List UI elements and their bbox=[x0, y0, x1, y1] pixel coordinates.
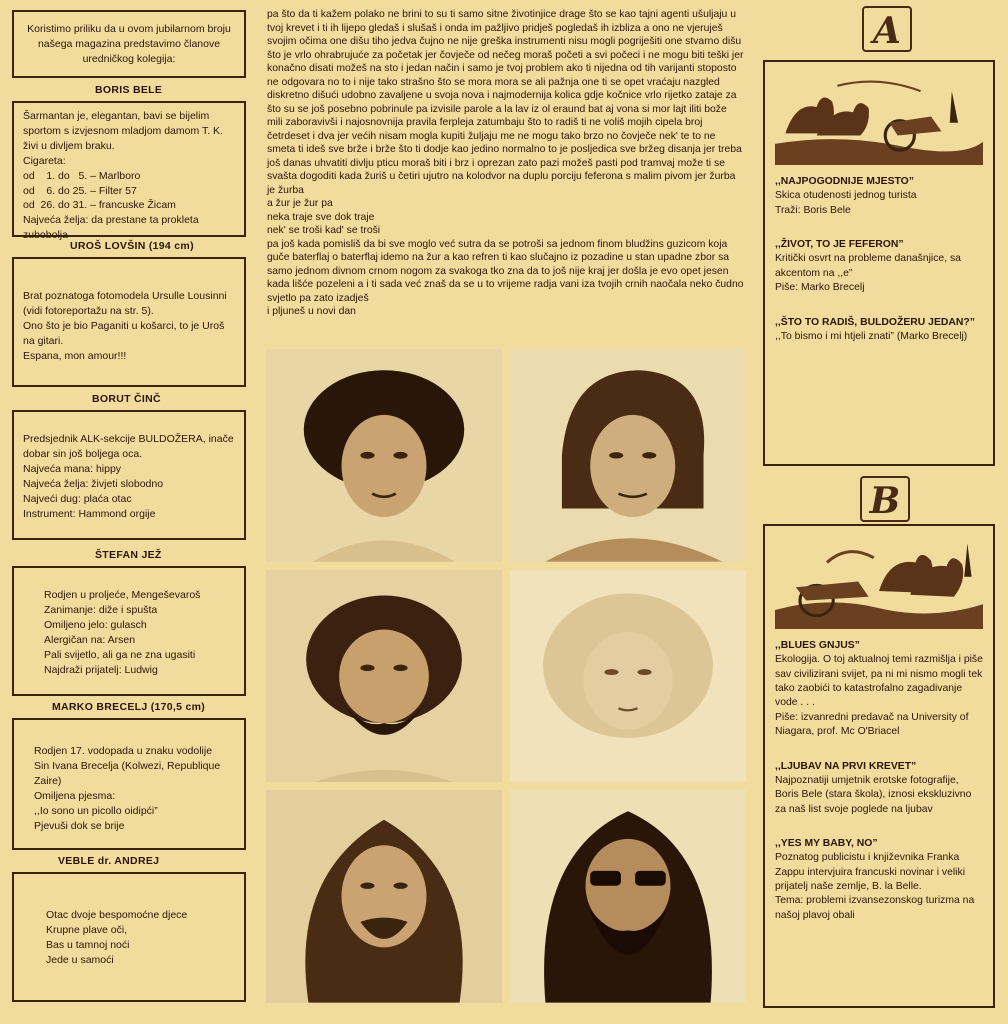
member-photo bbox=[510, 570, 746, 783]
member-line: Omiljena pjesma: bbox=[34, 789, 116, 802]
side-b-song bbox=[775, 837, 983, 923]
member-photo bbox=[266, 570, 502, 783]
member-line: Zanimanje: diže i spušta bbox=[44, 603, 158, 616]
member-line: Jede u samoći bbox=[46, 953, 114, 966]
member-name-marko-brecelj: MARKO BRECELJ (170,5 cm) bbox=[52, 701, 206, 713]
member-line: Alergičan na: Arsen bbox=[44, 633, 136, 646]
member-line: Najveća želja: da prestane ta prokleta zubobolja bbox=[23, 214, 199, 242]
member-name-stefan-jez: ŠTEFAN JEŽ bbox=[95, 549, 162, 561]
intro-box bbox=[12, 10, 246, 78]
member-line: Omiljeno jelo: gulasch bbox=[44, 618, 147, 631]
song-description: Najpoznatiji umjetnik erotske fotografije, Boris Bele (stara škola), iznosi ekskluzivno za naš list svoje poglede na ljubav bbox=[775, 774, 972, 815]
member-name-uros-lovsin: UROŠ LOVŠIN (194 cm) bbox=[70, 240, 194, 252]
member-name-borut-cinc: BORUT ČINČ bbox=[92, 393, 161, 405]
song-description: ,,To bismo i mi htjeli znati” (Marko Brecelj) bbox=[775, 330, 968, 342]
song-description: Ekologija. O toj aktualnoj temi razmišlja i piše sav civilizirani svijet, pa ni mi nismo mogli tek tako zaobići to katastrofalno zagadivanje vode . . . Piše: izvanredni predavač na University of Niagara, prof. Mc O'Briacel bbox=[775, 654, 983, 738]
song-title: ,,NAJPOGODNIJE MJESTO” bbox=[775, 176, 914, 187]
member-line: Espana, mon amour!!! bbox=[23, 349, 127, 362]
member-photo bbox=[510, 349, 746, 562]
member-photo bbox=[510, 790, 746, 1003]
member-line: Pali svijetlo, ali ga ne zna ugasiti bbox=[44, 648, 196, 661]
side-b-box bbox=[763, 524, 995, 1008]
member-box-uros-lovsin bbox=[12, 257, 246, 387]
member-box-boris-bele bbox=[12, 101, 246, 242]
song-title: ,,BLUES GNJUS” bbox=[775, 640, 860, 651]
member-line: Cigareta: bbox=[23, 154, 66, 167]
member-box-veble-andrej bbox=[12, 872, 246, 1002]
member-line: od 6. do 25. – Filter 57 bbox=[23, 184, 137, 197]
member-line: Otac dvoje bespomoćne djece bbox=[46, 909, 188, 921]
band-photo-grid bbox=[266, 349, 746, 1003]
lyrics-text: pa što da ti kažem polako ne brini to su ti samo sitne životinjice drage što se kao tajni agenti ušuljaju u tvoj krevet i ti ih lijepo gledaš i slušaš i onda im pažljivo pridješ pogledaš ih izbliza a ono ne vjeruješ svojim očima one dišu tiho jedva čujno ne nije greška instrumenti nisu mogli pogriješiti one stvarno dišu što je vrlo ohrabrujuće za početak jer čovječe od nečeg moraš početi a svi počeci i ne mogu biti teški jer konačno disati možeš na sto i jedan način i samo je tvoj problem ako ti nijedna od tih varijanti stoposto ne odgovara no to i nije tako strašno što se mora mora se ali pažnja one ti se opet vraćaju nazgled diskretno dišući udobno zavaljene u svoja nova i najmodernija kolica gdje kočnice vrlo rijetko zataje za što su se još posebno pobrinule pa izvisile parole a la lav iz ol eraund bat aj vona si mor lajt iliti bože mili zaboravivši i najosnovnija pravila ferpleja zatumbaju što to radiš ti ne voliš mojih cipela broj četrdeset i dva jer većih nisam mogla kupiti žuljaju me ne mogu tako brzo no čovječe nek' te to ne smeta ti ideš sve brže i brže što ti dodje kao jedino normalno to je posljedica sve bržeg disanja jer treba još danas uhvatiti divlju pticu moraš biti i brz i oprezan zato pazi možeš pasti pod tramvaj može ti se svašta dogoditi kada žuriš u četiri ujutro na kolodvor na duplu porciju feferona s malim pivom jer žurba je žurba a žur je žur pa neka traje sve dok traje nek' se troši kad' se troši pa još kada pomisliš da bi sve moglo već sutra da se potroši sa jednom finom bludžins guzicom koja guče baterflaj o baterflaj idemo na žur a kao refren ti kao slučajno iz pozadine u stan upadne zbor sa samo jednom divnom crnom nogom za svakoga tko zna da to još nije kraj jer došla je evo opet jesen kada lišće pozeleni a i ti sada već znaš da se u to vrijeme radja vani iza tvojih crnih naočala neko čudno svjetlo pa zato izadješ i pljuneš u novi dan bbox=[267, 9, 744, 318]
song-title: ,,LJUBAV NA PRVI KREVET” bbox=[775, 760, 917, 772]
member-line: Najveća želja: živjeti slobodno bbox=[23, 477, 164, 490]
side-a-song bbox=[775, 175, 983, 218]
member-box-marko-brecelj bbox=[12, 718, 246, 850]
intro-text: Koristimo priliku da u ovom jubilarnom broju našega magazina predstavimo članove uredničkog kolegija: bbox=[27, 23, 231, 66]
side-b-song bbox=[775, 639, 983, 740]
member-photo bbox=[266, 349, 502, 562]
song-description: Poznatog publicistu i književnika Franka Zappu intervjuira francuski novinar i veliki prijatelj naše zemlje, B. la Belle. Tema: problemi izvansezonskog turizma na našoj plavoj obali bbox=[775, 852, 975, 921]
song-description: Skica otudenosti jednog turista Traži: Boris Bele bbox=[775, 190, 917, 216]
member-line: Brat poznatoga fotomodela Ursulle Lousinni (vidi fotoreportažu na str. 5). bbox=[23, 290, 227, 317]
member-line: Šarmantan je, elegantan, bavi se bijelim sportom s izvjesnom mladjom damom T. K. živi u divljem braku. bbox=[23, 110, 223, 152]
member-line: od 26. do 31. – francuske Žicam bbox=[23, 199, 176, 212]
member-line: od 1. do 5. – Marlboro bbox=[23, 169, 141, 182]
member-line: Predsjednik ALK-sekcije BULDOŽERA, inače dobar sin još boljega oca. bbox=[23, 433, 234, 460]
member-line: Krupne plave oči, bbox=[46, 923, 128, 936]
member-line: ,,Io sono un picollo oidipći” bbox=[34, 804, 158, 817]
member-line: Rodjen u proljeće, Mengeševaroš bbox=[44, 589, 201, 601]
member-box-stefan-jez bbox=[12, 566, 246, 696]
member-line: Bas u tamnoj noći bbox=[46, 938, 130, 951]
member-photo bbox=[266, 790, 502, 1003]
side-a-box bbox=[763, 60, 995, 466]
chariot-illustration-icon bbox=[775, 70, 983, 165]
member-box-borut-cinc bbox=[12, 410, 246, 540]
song-title: ,,ŠTO TO RADIŠ, BULDOŽERU JEDAN?” bbox=[775, 316, 975, 328]
side-a-song bbox=[775, 316, 983, 345]
member-line: Pjevuši dok se brije bbox=[34, 819, 125, 832]
side-a-song bbox=[775, 238, 983, 295]
member-line: Najveća mana: hippy bbox=[23, 462, 122, 475]
song-description: Kritički osvrt na probleme današnjice, sa akcentom na ,,e” Piše: Marko Brecelj bbox=[775, 253, 961, 294]
song-title: ,,YES MY BABY, NO” bbox=[775, 837, 878, 849]
side-b-letter: B bbox=[860, 476, 910, 522]
member-line: Ono što je bio Paganiti u košarci, to je Uroš na gitari. bbox=[23, 319, 225, 347]
side-b-song bbox=[775, 760, 983, 817]
member-line: Sin Ivana Brecelja (Kolwezi, Republique Zaire) bbox=[34, 759, 221, 787]
member-line: Rodjen 17. vodopada u znaku vodolije bbox=[34, 745, 213, 757]
member-line: Najveći dug: plaća otac bbox=[23, 492, 132, 505]
member-line: Instrument: Hammond orgije bbox=[23, 507, 156, 520]
member-line: Najdraži prijatelj: Ludwig bbox=[44, 663, 158, 676]
side-a-letter: A bbox=[862, 6, 912, 52]
member-name-veble-andrej: VEBLE dr. ANDREJ bbox=[58, 855, 160, 867]
member-name-boris-bele: BORIS BELE bbox=[95, 84, 163, 96]
song-title: ,,ŽIVOT, TO JE FEFERON” bbox=[775, 239, 904, 251]
horses-illustration-icon bbox=[775, 534, 983, 629]
